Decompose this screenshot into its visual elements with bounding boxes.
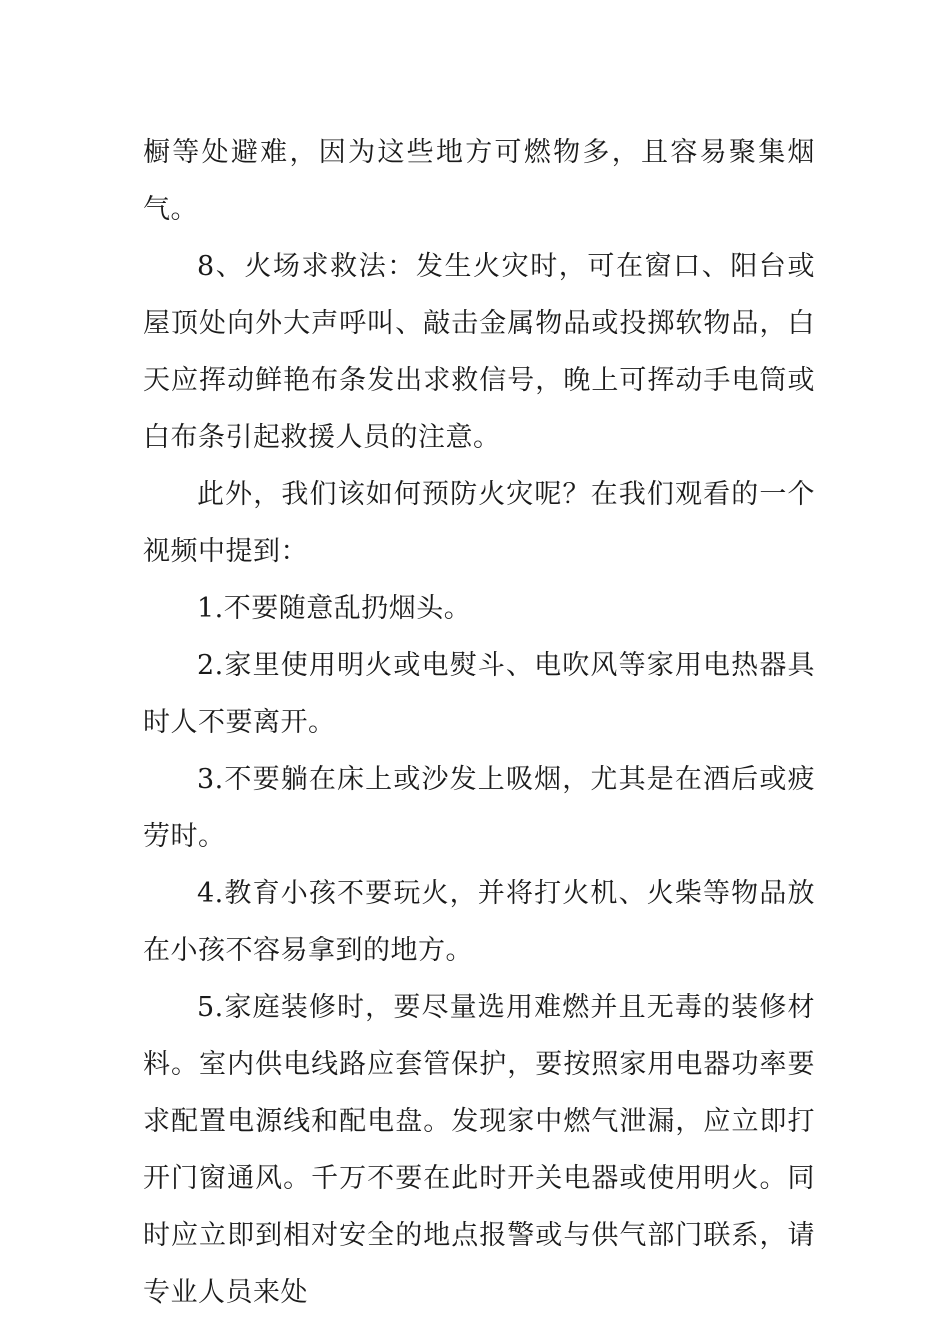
paragraph-prevention-intro: 此外，我们该如何预防火灾呢？在我们观看的一个视频中提到： (143, 479, 815, 567)
paragraph-fire-rescue-signal: 8、火场求救法：发生火灾时，可在窗口、阳台或屋顶处向外大声呼叫、敲击金属物品或投掷软物品，白天应挥动鲜艳布条发出求救信号，晚上可挥动手电筒或白布条引起救援人员的注意。 (143, 251, 815, 453)
paragraph-continuation: 橱等处避难，因为这些地方可燃物多，且容易聚集烟气。 (143, 137, 815, 225)
list-item-2: 2.家里使用明火或电熨斗、电吹风等家用电热器具时人不要离开。 (143, 650, 815, 738)
list-item-3: 3.不要躺在床上或沙发上吸烟，尤其是在酒后或疲劳时。 (143, 764, 815, 852)
list-item-4: 4.教育小孩不要玩火，并将打火机、火柴等物品放在小孩不容易拿到的地方。 (143, 878, 815, 966)
list-item-5: 5.家庭装修时，要尽量选用难燃并且无毒的装修材料。室内供电线路应套管保护，要按照家用电器功率要求配置电源线和配电盘。发现家中燃气泄漏，应立即打开门窗通风。千万不要在此时开关电器或使用明火。同时应立即到相对安全的地点报警或与供气部门联系，请专业人员来处 (143, 992, 815, 1308)
document-body (143, 124, 815, 1321)
list-item-1: 1.不要随意乱扔烟头。 (197, 593, 472, 624)
